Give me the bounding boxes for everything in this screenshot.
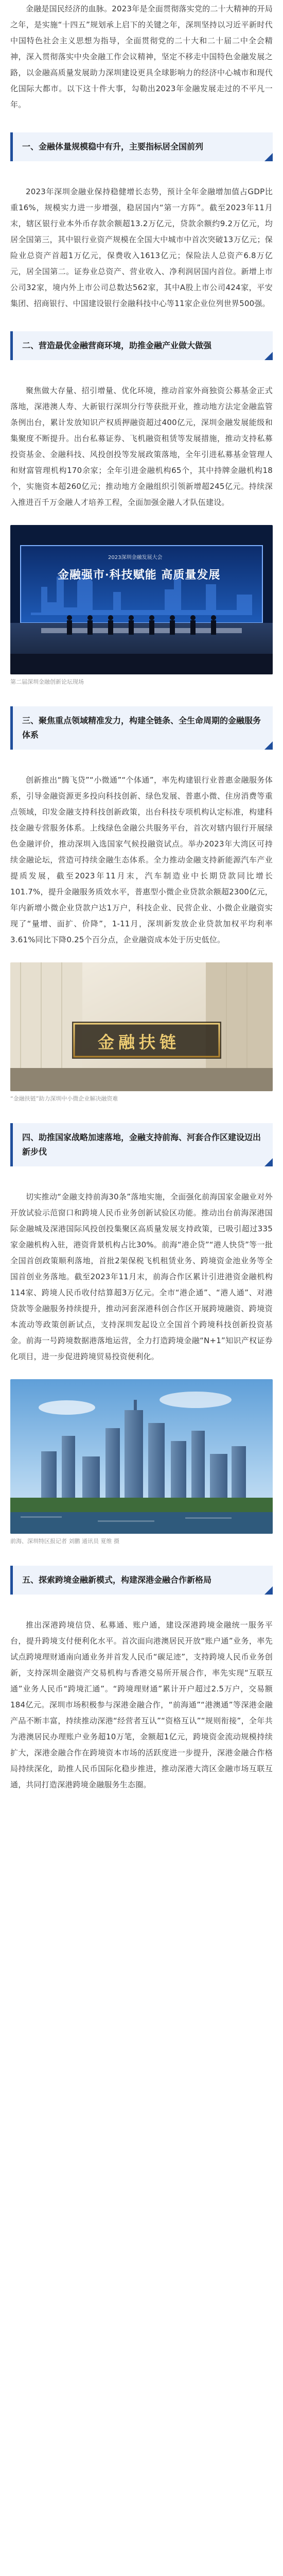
- forum-banner-small: 2023深圳金融发展大会: [108, 555, 163, 561]
- section-title-1: 一、金融体量规模稳中有升，主要指标居全国前列: [22, 142, 204, 151]
- figure-caption-forum: 第二届深圳金融创新论坛现场: [10, 679, 84, 685]
- section-5-paragraph: 推出深港跨境信贷、私募通、账户通，建设深港跨境金融统一服务平台，提升跨境支付便利化水平。首次面向港澳居民开放“账户通”业务，率先试点跨境理财通南向通业务并首发人民币“碳足迹”，支持跨境人民币业务创新，支持深圳金融资产交易机构与香港交易所开展合作，率先实现“互联互通”业务人民币“跨境汇通”。“跨境理财通”累计开户超过2.5万户，交易额184亿元。深圳市场积极参与深港金融合作，“前海通”“港澳通”等深港金融产品不断丰富，持续推动深港“经营者互认”“资格互认”“规则衔接”，全年共为港澳居民办理账户业务超10万笔，金额超1亿元，跨境资金流动规模持续扩大，深港金融合作在跨境资本市场的活跃度进一步提升，深港金融合作格局持续深化，助推人民币国际化稳步推进，推动深港大湾区金融市场互联互通，共同打造深港跨境金融服务生态圈。: [10, 1620, 273, 1789]
- sign-photo: [10, 962, 273, 1091]
- corner-decoration: [264, 1158, 273, 1166]
- section-4-paragraph: 切实推动“金融支持前海30条”落地实施，全面强化前海国家金融业对外开放试验示范窗口和跨境人民币业务创新试验区功能。推动出台前海深港国际金融城及深港国际风投创投集聚区高质量发展支持政策，已吸引超过335家金融机构入驻，港资背景机构占比30%。前海“港企贷”“港人快贷”等一批全国首创政策顺利落地，首批2架保税飞机租赁业务、跨境资金池业务等全国首创业务落地。截至2023年11月末，前海合作区累计引进港资金融机构114家、跨境人民币收付结算超3万亿元。全市“港企通”、“港人通”、对港贷款等金融服务持续提升，推动河套深港科创合作区开展跨境融资、跨境资本流动等政策创新试点，支持深圳发起设立全国首个跨境科技创新投资基金。前海一号跨境数据港落地运营，全力打造跨境金融“N+1”知识产权证券化项目，进一步促进跨境贸易投资便利化。: [10, 1192, 273, 1361]
- figure-sign: [10, 962, 273, 1104]
- figure-skyline: [10, 1379, 273, 1546]
- corner-decoration: [264, 153, 273, 161]
- qianhai-skyline-image: [10, 1379, 273, 1534]
- figure-forum: [10, 525, 273, 687]
- section-header-1: [10, 132, 273, 161]
- section-title-3: 三、聚焦重点领域精准发力，构建全链条、全生命周期的金融服务体系: [22, 716, 261, 740]
- corner-decoration: [264, 1586, 273, 1595]
- section-header-4: [10, 1123, 273, 1166]
- section-1-paragraph: 2023年深圳金融业保持稳健增长态势，预计全年金融增加值占GDP比重16%，规模实力进一步增强，稳居国内“第一方阵”。截至2023年11月末，辖区银行业本外币存款余额超13.2万亿元，贷款余额约9.2万亿元，均居全国第三，其中银行业资产规模在全国大中城市中首次突破13万亿元；保险业总资产首超1万亿元，保费收入1613亿元；保险法人总资产6.8万亿元，居全国第二。证券业总资产、营业收入、净利润居国内首位。新增上市公司32家，境内外上市公司总数达562家，其中A股上市公司424家，平安集团、招商银行、中国建设银行金融科技中心等11家企业位列世界500强。: [10, 187, 273, 308]
- corner-decoration: [264, 352, 273, 360]
- figure-caption-skyline: 前海、深圳特区报记者 刘鹏 通讯员 夏维 摄: [10, 1538, 119, 1545]
- section-header-5: [10, 1566, 273, 1595]
- corner-decoration: [264, 741, 273, 750]
- forum-photo: [10, 525, 273, 674]
- forum-stage-image: [10, 525, 273, 674]
- section-title-4: 四、助推国家战略加速落地，金融支持前海、河套合作区建设迈出新步伐: [22, 1132, 261, 1157]
- section-title-2: 二、营造最优金融营商环境，助推金融产业做大做强: [22, 341, 212, 350]
- section-3-paragraph: 创新推出“腾飞贷”“小微通”“个体通”，率先构建银行业普惠金融服务体系，引导金融资源更多投向科技创新、绿色发展、普惠小微、住房消费等重点领域，印发金融支持科技创新政策，出台科技专项机构认定标准，构建科技金融专营服务体系。上线绿色金融公共服务平台，首次对辖内银行开展绿色金融评价，推动深圳入选国家气候投融资试点。举办2023年大湾区可持续金融论坛，营造可持续金融生态体系。全力推动金融支持新能源汽车产业提质发展，截至2023年11月末，汽车制造业中长期贷款同比增长101.7%，提升金融服务质效水平，普惠型小微企业贷款余额超2300亿元，年内新增小微企业贷款户达1万户，科技企业、民营企业、小微企业融资实现了“量增、面扩、价降”，1-11月，深圳新发放企业贷款加权平均利率3.61%同比下降0.25个百分点，企业融资成本处于历史低位。: [10, 775, 273, 944]
- section-2-paragraph: 聚焦做大存量、招引增量、优化环境，推动首家外商独资公募基金正式落地，深港澳人寿、大新银行深圳分行等获批开业，推动地方法定金融监管条例出台，累计发放知识产权质押融资超过400亿元，深圳金融发展能级和集聚度不断提升。出台私募证券、飞机融资租赁等发展措施，推动支持私募投资基金、金融科技、风投创投等发展政策落地，全年引进私募基金管理人和财富管理机构170余家；全年引进金融机构65个，其中持牌金融机构18个，实施资本超260亿元；推动地方金融组织引领新增超245亿元。持续深入推进百千万金融人才培养工程，全面加强金融人才队伍建设。: [10, 386, 273, 507]
- skyline-photo: [10, 1379, 273, 1534]
- forum-banner-large: 金融强市·科技赋能 高质量发展: [58, 568, 221, 582]
- section-title-5: 五、探索跨境金融新模式，构建深港金融合作新格局: [22, 1575, 212, 1585]
- finance-sign-image: [10, 962, 273, 1091]
- figure-caption-sign: “金融扶链”助力深圳中小微企业解决融资难: [10, 1095, 118, 1102]
- section-header-3: [10, 706, 273, 750]
- section-header-2: [10, 331, 273, 360]
- sign-text: 金融扶链: [98, 1032, 181, 1052]
- intro-paragraph: 金融是国民经济的血脉。2023年是全面贯彻落实党的二十大精神的开局之年，是实施“十四五”规划承上启下的关键之年，深圳坚持以习近平新时代中国特色社会主义思想为指导，全面贯彻党的二十大和二十届二中全会精神，深入贯彻落实中央金融工作会议精神，坚定不移走中国特色金融发展之路，以金融高质量发展助力深圳建设更具全球影响力的经济中心城市和现代化国际大都市。以下这十件大事，勾勒出2023年金融发展走过的不平凡一年。: [10, 4, 273, 109]
